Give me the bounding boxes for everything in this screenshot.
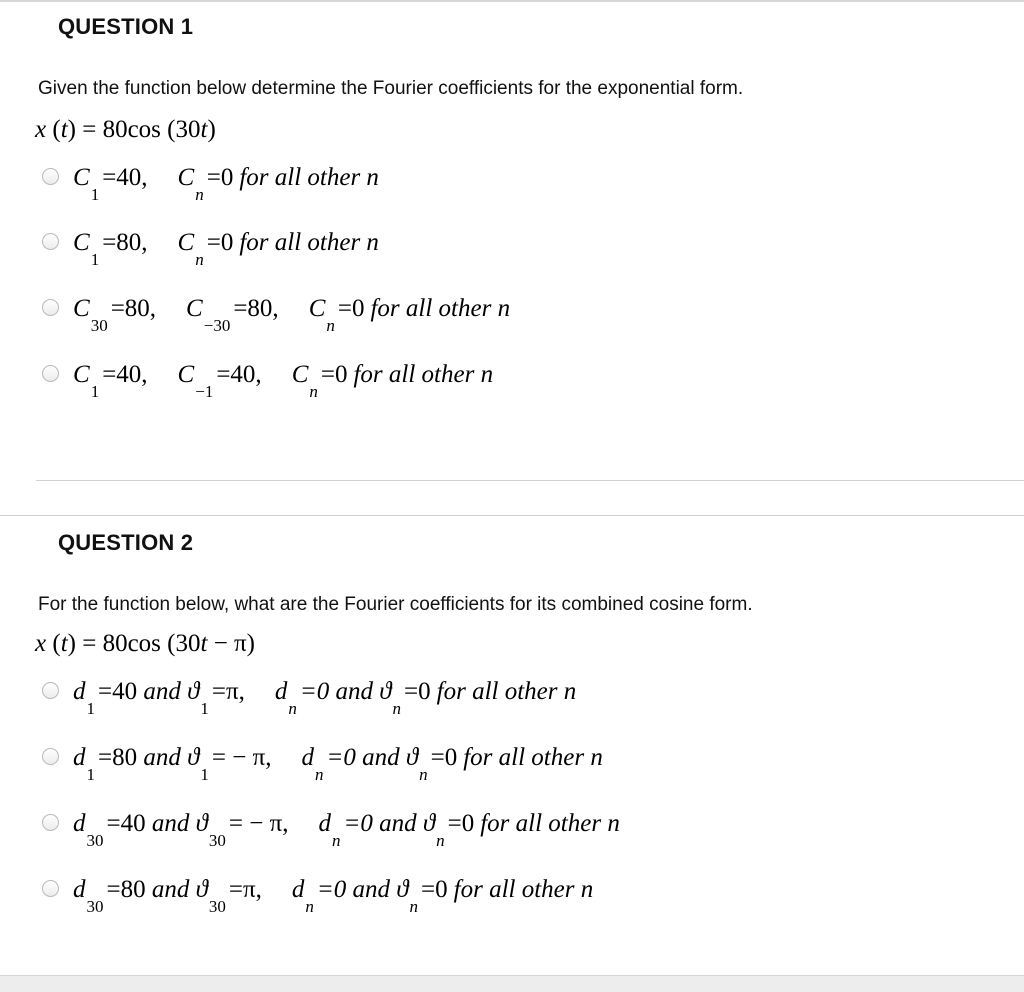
option-label: C1=40, C−1=40, Cn=0 for all other n (73, 361, 494, 401)
option-label: C1=80, Cn=0 for all other n (73, 229, 379, 269)
option-label: d1=80 and ϑ1= − π, dn=0 and ϑn=0 for all other n (73, 744, 603, 784)
radio-button[interactable] (42, 299, 59, 316)
radio-button[interactable] (42, 682, 59, 699)
question-2-function: x (t) = 80cos (30t − π) (35, 630, 255, 657)
question-1-heading: QUESTION 1 (58, 14, 194, 39)
q2-option-2[interactable] (42, 744, 603, 796)
q2-option-4[interactable] (42, 876, 593, 928)
option-label: d1=40 and ϑ1=π, dn=0 and ϑn=0 for all other n (73, 678, 577, 718)
option-label: d30=80 and ϑ30=π, dn=0 and ϑn=0 for all other n (73, 876, 594, 916)
radio-button[interactable] (42, 168, 59, 185)
question-separator (0, 515, 1024, 516)
option-label: C30=80, C−30=80, Cn=0 for all other n (73, 295, 511, 335)
option-label: C1=40, Cn=0 for all other n (73, 164, 379, 204)
radio-button[interactable] (42, 365, 59, 382)
page-footer-bar (0, 975, 1024, 992)
top-border (0, 0, 1024, 2)
radio-button[interactable] (42, 748, 59, 765)
question-1-prompt: Given the function below determine the Fourier coefficients for the exponential form. (38, 78, 744, 99)
option-label: d30=40 and ϑ30= − π, dn=0 and ϑn=0 for all other n (73, 810, 620, 850)
q1-option-2[interactable] (42, 229, 379, 281)
q2-option-3[interactable] (42, 810, 620, 862)
question-2-heading: QUESTION 2 (58, 530, 194, 555)
q1-option-4[interactable] (42, 361, 493, 413)
section-divider (36, 480, 1024, 481)
q1-option-1[interactable] (42, 164, 379, 216)
q1-option-3[interactable] (42, 295, 510, 347)
radio-button[interactable] (42, 880, 59, 897)
radio-button[interactable] (42, 233, 59, 250)
q2-option-1[interactable] (42, 678, 576, 730)
question-2-prompt: For the function below, what are the Fourier coefficients for its combined cosine form. (38, 594, 753, 615)
radio-button[interactable] (42, 814, 59, 831)
question-1-function: x (t) = 80cos (30t) (35, 116, 216, 143)
